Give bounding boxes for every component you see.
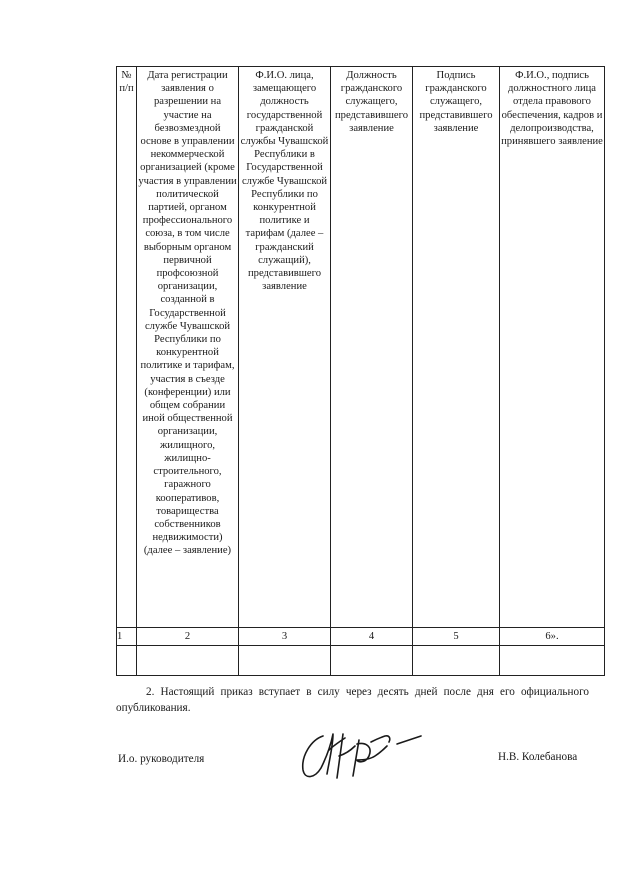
table-number-row (117, 628, 605, 646)
handwritten-signature (293, 716, 443, 788)
column-number-4: 4 (331, 628, 413, 646)
column-number-5: 5 (413, 628, 500, 646)
column-number-3: 3 (239, 628, 331, 646)
table-header-row (117, 67, 605, 628)
column-number-2: 2 (137, 628, 239, 646)
empty-cell (117, 646, 137, 676)
header-cell-employee-name: Ф.И.О. лица, замещающего должность государственной гражданской службы Чувашской Республики в Государственной службе Чувашской Республики по конкурентной политике и тарифам (далее – гражданский служащий), представившего заявление (239, 67, 331, 628)
empty-cell (413, 646, 500, 676)
empty-cell (239, 646, 331, 676)
empty-cell (500, 646, 605, 676)
header-cell-number: № п/п (117, 67, 137, 628)
header-cell-registration-date: Дата регистрации заявления о разрешении на участие на безвозмездной основе в управлении некоммерческой организацией (кроме участия в управлении политической партией, органом профессионального союза, в том числе выборным органом первичной профсоюзной организации, созданной в Государственной службе Чувашской Республики по конкурентной политике и тарифам, участия в съезде (конференции) или общем собрании иной общественной организации, жилищного, жилищно-строительного, гаражного кооперативов, товарищества собственников недвижимости) (далее – заявление) (137, 67, 239, 628)
table-empty-row (117, 646, 605, 676)
header-cell-signature: Подпись гражданского служащего, представившего заявление (413, 67, 500, 628)
signatory-name: Н.В. Колебанова (498, 751, 578, 763)
signatory-role: И.о. руководителя (118, 753, 205, 765)
empty-cell (137, 646, 239, 676)
header-cell-receiver: Ф.И.О., подпись должностного лица отдела правового обеспечения, кадров и делопроизводства, принявшего заявление (500, 67, 605, 628)
column-number-6: 6». (500, 628, 605, 646)
header-cell-position: Должность гражданского служащего, представившего заявление (331, 67, 413, 628)
column-number-1: 1 (117, 628, 137, 646)
effective-date-paragraph (116, 685, 589, 716)
paragraph-text: 2. Настоящий приказ вступает в силу через десять дней после дня его официального опубликования. (116, 686, 589, 714)
register-table (116, 66, 605, 676)
empty-cell (331, 646, 413, 676)
